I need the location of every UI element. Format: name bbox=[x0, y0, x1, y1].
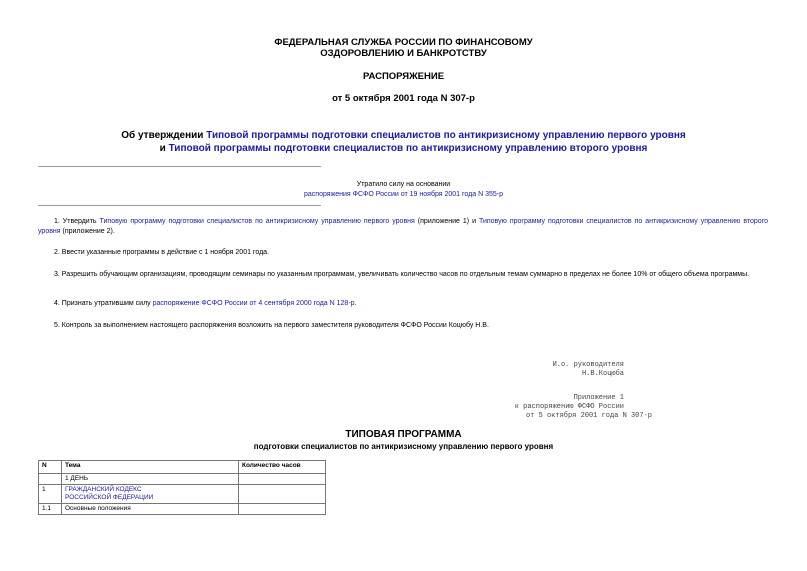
appendix-ref: к распоряжению ФСФО России bbox=[514, 403, 624, 411]
program-title: ТИПОВАЯ ПРОГРАММА bbox=[345, 429, 462, 440]
appendix-label: Приложение 1 bbox=[573, 394, 624, 402]
title-link-first-level[interactable]: Типовой программы подготовки специалистов по антикризисному управлению первого уровня bbox=[206, 130, 686, 141]
agency-name-line1: ФЕДЕРАЛЬНАЯ СЛУЖБА РОССИИ ПО ФИНАНСОВОМУ bbox=[274, 37, 533, 48]
p1-link-first-level[interactable]: Типовую программу подготовки специалистов по антикризисному управлению первого уровня bbox=[99, 218, 415, 225]
p1-text-c: (приложение 2). bbox=[60, 228, 115, 235]
document-type: РАСПОРЯЖЕНИЕ bbox=[362, 71, 445, 82]
title-link-second-level[interactable]: Типовой программы подготовки специалистов по антикризисному управлению второго уровня bbox=[168, 143, 648, 154]
document-date: от 5 октября 2001 года N 307-р bbox=[332, 93, 475, 104]
row-number: 1 bbox=[39, 485, 62, 504]
table-row bbox=[39, 504, 326, 515]
program-table bbox=[38, 460, 326, 515]
p2-text: 2. Ввести указанные программы в действие с 1 ноября 2001 года. bbox=[54, 249, 269, 256]
p4-link[interactable]: распоряжение ФСФО России от 4 сентября 2000 года N 128-р bbox=[152, 300, 355, 307]
p1-text-b: (приложение 1) и bbox=[414, 218, 479, 225]
row-hours bbox=[239, 485, 326, 504]
paragraph-3 bbox=[38, 270, 768, 280]
row-number: 1.1 bbox=[39, 504, 62, 515]
row-topic-link[interactable]: ГРАЖДАНСКИЙ КОДЕКС РОССИЙСКОЙ ФЕДЕРАЦИИ bbox=[65, 486, 154, 501]
agency-name-line2: ОЗДОРОВЛЕНИЮ И БАНКРОТСТВУ bbox=[320, 48, 487, 59]
table-header-row bbox=[39, 461, 326, 474]
title-prefix: Об утверждении bbox=[121, 130, 207, 141]
paragraph-2 bbox=[38, 248, 768, 258]
paragraph-5 bbox=[38, 321, 768, 331]
p4-text-b: . bbox=[354, 300, 357, 307]
column-header-topic: Тема bbox=[62, 461, 239, 474]
column-header-n: N bbox=[39, 461, 62, 474]
paragraph-1 bbox=[38, 217, 768, 237]
table-row bbox=[39, 485, 326, 504]
row-number bbox=[39, 474, 62, 485]
row-topic bbox=[62, 485, 239, 504]
p3-text: 3. Разрешить обучающим организациям, проводящим семинары по указанным программам, увеличивать количество часов по отдельным темам суммарно в пределах не более 10% от общего объема программы. bbox=[54, 271, 750, 278]
appendix-date: от 5 октября 2001 года N 307-р bbox=[525, 412, 652, 420]
divider-bottom bbox=[38, 205, 321, 206]
divider-top bbox=[38, 166, 321, 167]
table-row bbox=[39, 474, 326, 485]
p1-text-a: 1. Утвердить bbox=[54, 218, 100, 225]
row-topic: 1 ДЕНЬ bbox=[62, 474, 239, 485]
row-topic: Основные положения bbox=[62, 504, 239, 515]
p5-text: 5. Контроль за выполнением настоящего распоряжения возложить на первого заместителя руководителя ФСФО России Коцюбу Н.В. bbox=[54, 322, 489, 329]
paragraph-4 bbox=[38, 299, 768, 309]
p1-link-second-level[interactable]: Типовую программу подготовки специалистов по антикризисному управлению второго уровня bbox=[38, 218, 768, 235]
status-note: Утратило силу на основании bbox=[356, 181, 451, 188]
signature-name: Н.В.Коцюба bbox=[581, 370, 624, 378]
document-title bbox=[0, 129, 807, 155]
program-subtitle: подготовки специалистов по антикризисному управлению первого уровня bbox=[253, 442, 554, 451]
row-hours bbox=[239, 504, 326, 515]
status-link[interactable]: распоряжения ФСФО России от 19 ноября 2001 года N 355-р bbox=[304, 191, 503, 198]
title-middle: и bbox=[159, 143, 169, 154]
status-link-wrap bbox=[0, 190, 807, 200]
row-hours bbox=[239, 474, 326, 485]
signature-title: И.о. руководителя bbox=[552, 361, 624, 369]
p4-text-a: 4. Признать утратившим силу bbox=[54, 300, 153, 307]
column-header-hours: Количество часов bbox=[239, 461, 326, 474]
